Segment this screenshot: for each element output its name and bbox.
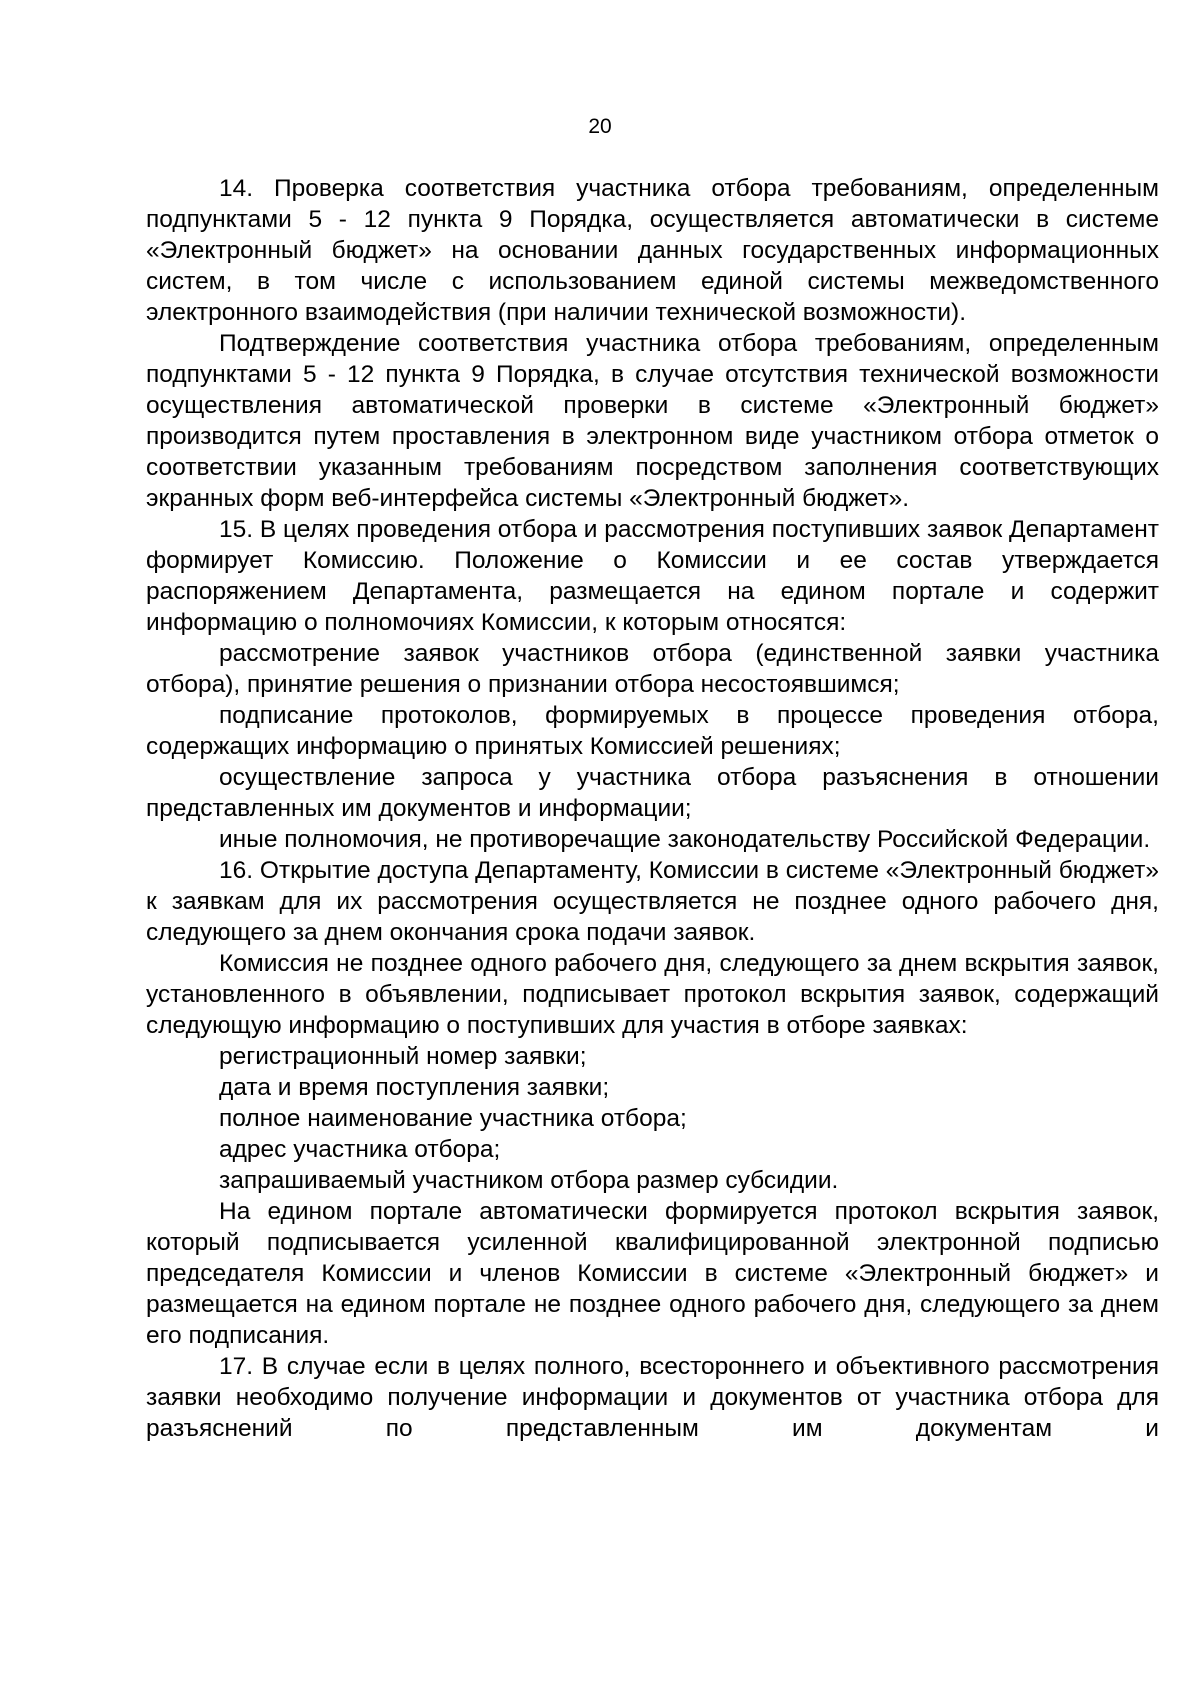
paragraph-portal-protocol: На едином портале автоматически формируется протокол вскрытия заявок, который подписывается усиленной квалифицированной электронной подписью председателя Комиссии и членов Комиссии в системе «Электронный бюджет» и размещается на едином портале не позднее одного рабочего дня, следующего за днем его подписания. [146,1198,1159,1349]
list-item-review: рассмотрение заявок участников отбора (единственной заявки участника отбора), принятие решения о признании отбора несостоявшимся; [146,640,1159,698]
paragraph-14: 14. Проверка соответствия участника отбора требованиям, определенным подпунктами 5 - 12 пункта 9 Порядка, осуществляется автоматически в системе «Электронный бюджет» на основании данных государственных информационных систем, в том числе с использованием единой системы межведомственного электронного взаимодействия (при наличии технической возможности). [146,175,1159,326]
list-item-subsidy-amount: запрашиваемый участником отбора размер субсидии. [219,1167,839,1194]
list-item-signing: подписание протоколов, формируемых в процессе проведения отбора, содержащих информацию о принятых Комиссией решениях; [146,702,1159,760]
paragraph-17: 17. В случае если в целях полного, всестороннего и объективного рассмотрения заявки необходимо получение информации и документов от участника отбора для разъяснений по представленным им документам и [146,1353,1159,1442]
paragraph-confirmation: Подтверждение соответствия участника отбора требованиям, определенным подпунктами 5 - 12 пункта 9 Порядка, в случае отсутствия технической возможности осуществления автоматической проверки в системе «Электронный бюджет» производится путем проставления в электронном виде участником отбора отметок о соответствии указанным требованиям посредством заполнения соответствующих экранных форм веб-интерфейса системы «Электронный бюджет». [146,330,1159,512]
paragraph-commission-protocol: Комиссия не позднее одного рабочего дня, следующего за днем вскрытия заявок, установленного в объявлении, подписывает протокол вскрытия заявок, содержащий следующую информацию о поступивших для участия в отборе заявках: [146,950,1159,1039]
list-item-date-time: дата и время поступления заявки; [219,1074,610,1101]
document-body [146,173,1159,1444]
paragraph-15: 15. В целях проведения отбора и рассмотрения поступивших заявок Департамент формирует Комиссию. Положение о Комиссии и ее состав утверждается распоряжением Департамента, размещается на едином портале и содержит информацию о полномочиях Комиссии, к которым относятся: [146,516,1159,636]
list-item-registration-number: регистрационный номер заявки; [219,1043,587,1070]
page-number: 20 [588,115,612,138]
list-item-request: осуществление запроса у участника отбора разъяснения в отношении представленных им документов и информации; [146,764,1159,822]
list-item-other-powers: иные полномочия, не противоречащие законодательству Российской Федерации. [219,826,1151,853]
paragraph-16: 16. Открытие доступа Департаменту, Комиссии в системе «Электронный бюджет» к заявкам для их рассмотрения осуществляется не позднее одного рабочего дня, следующего за днем окончания срока подачи заявок. [146,857,1159,946]
list-item-full-name: полное наименование участника отбора; [219,1105,687,1132]
list-item-address: адрес участника отбора; [219,1136,501,1163]
